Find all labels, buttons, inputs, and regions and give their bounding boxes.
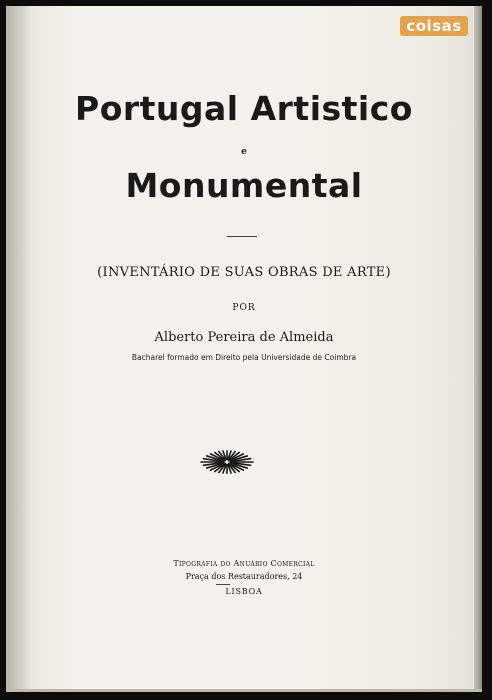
printer-name: Tipografia do Anuário Comercial [173, 559, 315, 568]
title-conjunction: e [241, 147, 247, 157]
title-line-1: Portugal Artistico [75, 89, 413, 128]
printer-city: LISBOA [225, 587, 263, 596]
book-page [6, 6, 482, 692]
subtitle: (INVENTÁRIO DE SUAS OBRAS DE ARTE) [97, 265, 391, 280]
by-line: POR [232, 303, 256, 313]
author-credential: Bacharel formado em Direito pela Universidade de Coimbra [131, 353, 357, 362]
watermark-badge: coisas [400, 16, 468, 36]
author-name: Alberto Pereira de Almeida [154, 330, 334, 345]
page-edge-bottom [6, 689, 482, 692]
printer-address: Praça dos Restauradores, 24 [185, 572, 303, 581]
divider-rule [227, 236, 257, 237]
imprint-rule [216, 584, 230, 585]
sunburst-icon [199, 443, 255, 481]
title-line-2: Monumental [125, 166, 363, 205]
